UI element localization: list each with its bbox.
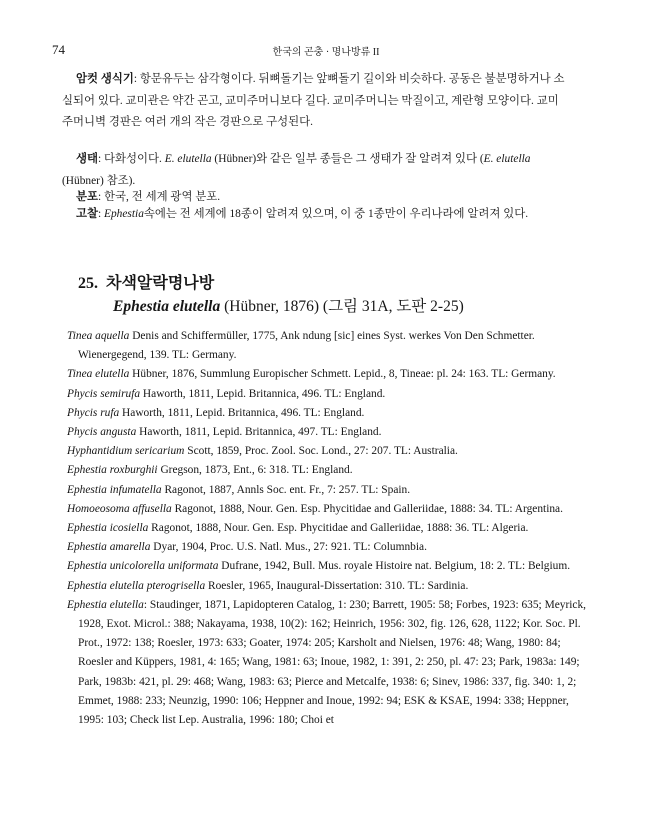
synonym-entry bbox=[67, 385, 587, 404]
page-number: 74 bbox=[52, 42, 65, 57]
remarks-paragraph bbox=[62, 204, 584, 226]
synonym-entry bbox=[67, 365, 587, 384]
synonym-name: Ephestia amarella bbox=[67, 541, 151, 554]
synonym-citation: Haworth, 1811, Lepid. Britannica, 496. TL: England. bbox=[119, 406, 365, 419]
ecology-text-mid: (Hübner)와 같은 일부 종들은 그 생태가 잘 알려져 있다 ( bbox=[211, 153, 484, 165]
synonym-citation: Ragonot, 1888, Nour. Gen. Esp. Phycitidae and Galleriidae, 1888: 34. TL: Argentina. bbox=[171, 502, 563, 515]
synonym-name: Ephestia infumatella bbox=[67, 483, 162, 496]
remarks-genus: Ephestia bbox=[104, 208, 144, 220]
synonym-name: Ephestia elutella pterogrisella bbox=[67, 579, 206, 592]
synonym-entry bbox=[67, 404, 587, 423]
synonym-entry bbox=[67, 461, 587, 480]
synonym-entry bbox=[67, 519, 587, 538]
synonym-entry bbox=[67, 442, 587, 461]
synonym-name: Tinea elutella bbox=[67, 368, 130, 381]
synonym-citation: Ragonot, 1888, Nour. Gen. Esp. Phycitidae and Galleriidae, 1888: 36. TL: Algeria. bbox=[148, 522, 529, 535]
ecology-species-1: E. elutella bbox=[164, 153, 212, 165]
species-number: 25. bbox=[78, 275, 98, 292]
running-head: 한국의 곤충 · 명나방류 II bbox=[272, 47, 380, 58]
species-scientific-name: Ephestia elutella bbox=[113, 298, 221, 315]
female-genitalia-line-1 bbox=[62, 69, 584, 91]
synonym-name: Hyphantidium sericarium bbox=[67, 445, 185, 458]
synonymy-list bbox=[67, 327, 587, 730]
synonym-citation: Haworth, 1811, Lepid. Britannica, 497. TL: England. bbox=[136, 426, 382, 439]
synonym-entry bbox=[67, 538, 587, 557]
female-genitalia-line-2: 실되어 있다. 교미관은 약간 곤고, 교미주머니보다 길다. 교미주머니는 막질이고, 계란형 모양이다. 교미 bbox=[62, 94, 559, 107]
synonym-entry bbox=[67, 557, 587, 576]
synonym-name: Ephestia roxburghii bbox=[67, 464, 158, 477]
remarks-pre: : bbox=[98, 208, 105, 220]
synonym-name: Ephestia unicolorella uniformata bbox=[67, 560, 219, 573]
synonym-citation: Dyar, 1904, Proc. U.S. Natl. Mus., 27: 921. TL: Columnbia. bbox=[150, 541, 427, 554]
synonym-entry bbox=[67, 423, 587, 442]
synonym-entry bbox=[67, 577, 587, 596]
remarks-line bbox=[62, 204, 584, 226]
synonym-name: Ephestia icosiella bbox=[67, 522, 149, 535]
female-genitalia-line-3: 주머니벽 경판은 여러 개의 작은 경판으로 구성된다. bbox=[62, 116, 314, 128]
synonym-name: Ephestia elutella bbox=[67, 598, 144, 611]
synonym-name: Phycis rufa bbox=[67, 406, 120, 419]
synonym-name: Homoeosoma affusella bbox=[67, 502, 172, 515]
distribution-label: 분포 bbox=[76, 191, 99, 203]
synonym-name: Phycis angusta bbox=[67, 426, 137, 439]
synonym-name: Phycis semirufa bbox=[67, 387, 141, 400]
synonym-citation: Denis and Schiffermüller, 1775, Ank ndung [sic] eines Syst. werkes Von Den Schmetter. Wienergegend, 139. TL: Germany. bbox=[78, 330, 535, 362]
ecology-label: 생태 bbox=[76, 153, 99, 165]
species-authority: (Hübner, 1876) (그림 31A, 도판 2-25) bbox=[220, 298, 464, 315]
synonym-entry bbox=[67, 481, 587, 500]
synonym-citation: Dufrane, 1942, Bull. Mus. royale Histoire nat. Belgium, 18: 2. TL: Belgium. bbox=[218, 560, 571, 573]
synonym-citation: : Staudinger, 1871, Lapidopteren Catalog, 1: 230; Barrett, 1905: 58; Forbes, 1923: 635; Meyrick, 1928, Exot. Microl.: 388; Nakayama, 1938, 10(2): 162; Heinrich, 1956: 302, fig. 126, 628, 1122; Kor. Soc. Pl. Prot., 1972: 138; Roesler, 1973: 633; Goater, 1974: 205; Karsholt and Nielsen, 1976: 48; Wang, 1980: 84; Roesler and Küppers, 1981, 4: 165; Wang, 1981: 63; Inoue, 1982, 1: 391, 2: 250, pl. 47: 23; Park, 1983a: 149; Park, 1983b: 421, pl. 29: 468; Wang, 1983: 63; Pierce and Metcalfe, 1938: 6; Sinev, 1986: 337, fig. 340: 1, 2; Emmet, 1988: 233; Neunzig, 1990: 106; Heppner and Inoue, 1992: 94; ESK & KSAE, 1994: 338; Heppner, 1995: 103; Check list Lep. Australia, 1996: 180; Choi et bbox=[78, 598, 587, 727]
ecology-paragraph bbox=[62, 149, 584, 192]
synonym-citation: Haworth, 1811, Lepid. Britannica, 496. TL: England. bbox=[140, 387, 386, 400]
species-korean-name: 차색알락명나방 bbox=[106, 275, 215, 292]
ecology-text-pre: : 다화성이다. bbox=[98, 153, 165, 165]
ecology-species-2: E. elutella bbox=[483, 153, 531, 165]
synonym-entry bbox=[67, 596, 587, 730]
ecology-line-1 bbox=[62, 149, 584, 171]
synonym-entry bbox=[67, 327, 587, 365]
female-genitalia-text-1: : 항문유두는 삼각형이다. 뒤뼈돌기는 앞뼈돌기 길이와 비슷하다. 공동은 불분명하거나 소 bbox=[133, 73, 565, 85]
distribution-text: : 한국, 전 세계 광역 분포. bbox=[98, 191, 221, 203]
remarks-text: 속에는 전 세계에 18종이 알려져 있으며, 이 중 1종만이 우리나라에 알려져 있다. bbox=[143, 208, 529, 220]
female-genitalia-paragraph bbox=[62, 69, 584, 134]
synonym-entry bbox=[67, 500, 587, 519]
ecology-line-2: (Hübner) 참조). bbox=[62, 174, 136, 187]
remarks-label: 고찰 bbox=[76, 208, 99, 220]
species-heading bbox=[78, 273, 214, 295]
species-subheading bbox=[113, 296, 464, 318]
synonym-citation: Scott, 1859, Proc. Zool. Soc. Lond., 27: 207. TL: Australia. bbox=[184, 445, 458, 458]
synonym-citation: Hübner, 1876, Summlung Europischer Schmett. Lepid., 8, Tineae: pl. 24: 163. TL: Germany. bbox=[129, 368, 556, 381]
synonym-citation: Ragonot, 1887, Annls Soc. ent. Fr., 7: 257. TL: Spain. bbox=[161, 483, 411, 496]
synonym-citation: Gregson, 1873, Ent., 6: 318. TL: England. bbox=[157, 464, 353, 477]
synonym-name: Tinea aquella bbox=[67, 330, 130, 342]
synonym-citation: Roesler, 1965, Inaugural-Dissertation: 310. TL: Sardinia. bbox=[205, 579, 469, 592]
female-genitalia-label: 암컷 생식기 bbox=[76, 73, 134, 85]
